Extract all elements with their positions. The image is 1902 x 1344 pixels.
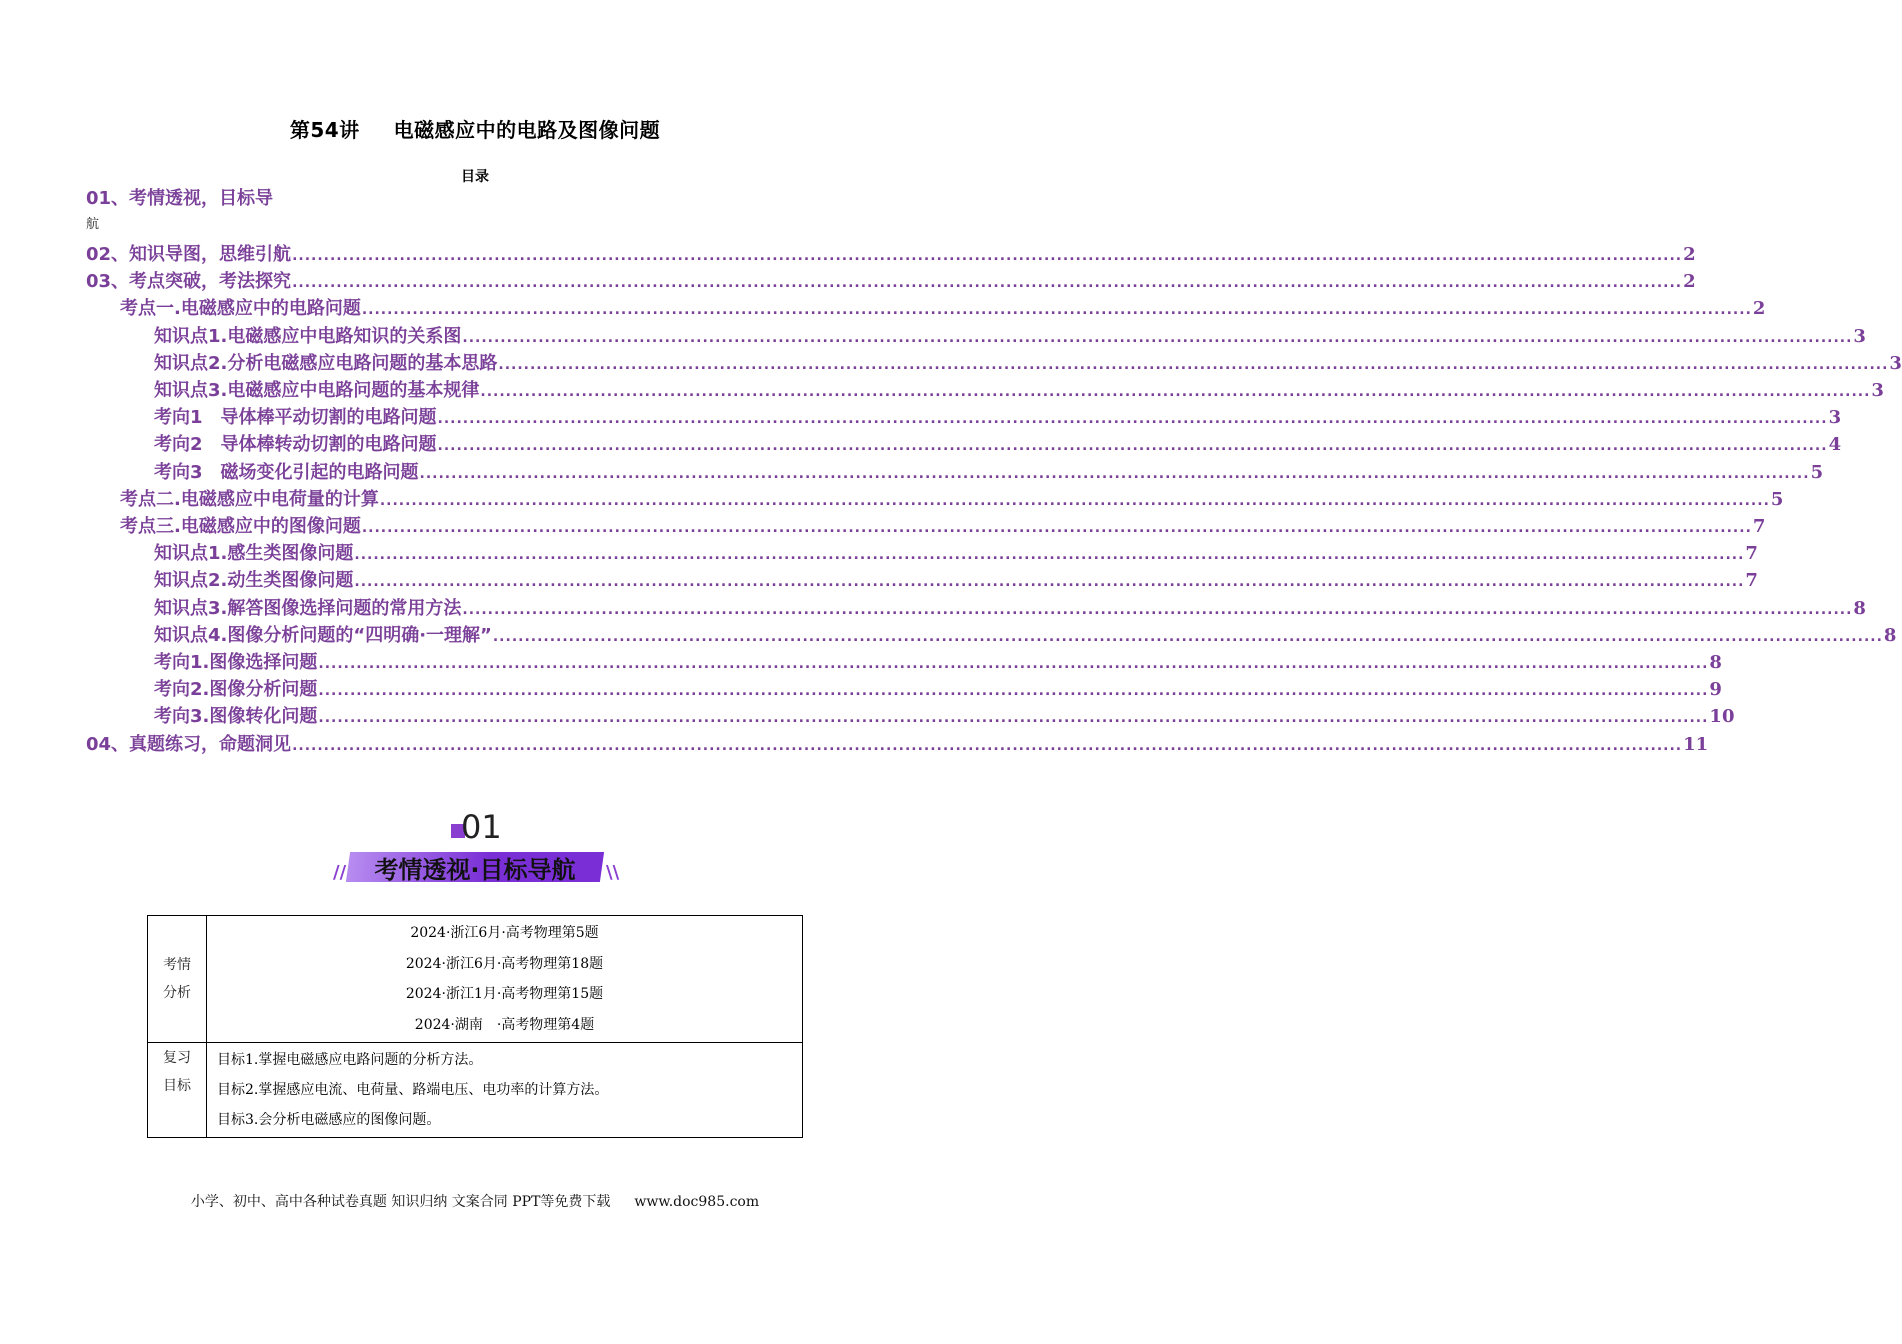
toc-entry[interactable] [154, 650, 1722, 676]
toc-entry-label: 考向1 导体棒平动切割的电路问题 [154, 407, 437, 429]
exam-item: 2024·浙江6月·高考物理第18题 [405, 955, 604, 972]
toc-leader-dots: ............................................................................................................................................................................................................................ [480, 384, 1871, 400]
toc-entry-label: 知识点1.电磁感应中电路知识的关系图 [154, 325, 462, 347]
toc-entry-label: 02、知识导图，思维引航 [86, 244, 292, 265]
toc-page-number: 5 [1810, 461, 1824, 483]
toc-entry[interactable] [154, 460, 1824, 486]
toc-leader-dots: ............................................................................................................................................................................................................................ [419, 465, 1810, 482]
toc-heading: 目录 [461, 169, 489, 185]
toc-page-number: 2 [1752, 298, 1766, 320]
toc-page-number: 4 [1828, 434, 1842, 456]
toc-leader-dots: ............................................................................................................................................................................................................................ [318, 710, 1709, 727]
section-title: 考情透视·目标导航 [374, 856, 576, 884]
toc-entry[interactable] [86, 269, 1696, 295]
toc-page-number: 3 [1889, 352, 1902, 374]
decorative-slash-right: \\ [606, 862, 620, 883]
toc-entry[interactable] [120, 296, 1766, 322]
toc-page-number: 7 [1752, 516, 1766, 537]
section-banner [0, 808, 950, 888]
toc-entry-label: 考点二.电磁感应中电荷量的计算 [120, 488, 379, 510]
table-row [148, 916, 803, 1043]
toc-leader-dots: ............................................................................................................................................................................................................................ [462, 601, 1853, 618]
toc-entry-01[interactable] [86, 186, 273, 212]
toc-entry-label: 知识点3.电磁感应中电路问题的基本规律 [154, 380, 480, 401]
toc-entry[interactable] [154, 704, 1735, 730]
lecture-topic: 电磁感应中的电路及图像问题 [393, 118, 661, 142]
row-header-goals: 复习 目标 [148, 1043, 207, 1138]
goal-item: 目标1.掌握电磁感应电路问题的分析方法。 [217, 1052, 483, 1068]
page-footer [0, 1191, 950, 1211]
toc-leader-dots: ............................................................................................................................................................................................................................ [292, 275, 1683, 292]
toc-entry-label: 考向2.图像分析问题 [154, 679, 318, 701]
toc-entry-label: 考向1.图像选择问题 [154, 652, 318, 673]
toc-entry-label: 考点一.电磁感应中的电路问题 [120, 298, 361, 320]
toc-page-number: 8 [1883, 624, 1897, 646]
goal-list-cell [207, 1043, 803, 1138]
toc-entry-label: 04、真题练习，命题洞见 [86, 733, 292, 755]
toc-entry[interactable] [154, 378, 1884, 404]
toc-leader-dots: ............................................................................................................................................................................................................................ [492, 628, 1883, 645]
toc-leader-dots: ............................................................................................................................................................................................................................ [354, 547, 1745, 564]
table-row [148, 1043, 803, 1138]
toc-entry-label: 考向3 磁场变化引起的电路问题 [154, 461, 419, 483]
toc-entry[interactable] [86, 732, 1709, 758]
toc-page-number: 5 [1770, 488, 1784, 510]
toc-leader-dots: ............................................................................................................................................................................................................................ [379, 492, 1770, 509]
exam-list-cell [207, 916, 803, 1043]
toc-entry-label: 知识点4.图像分析问题的“四明确·一理解” [154, 624, 492, 646]
section-number: 01 [461, 808, 502, 846]
toc-page-number: 7 [1745, 570, 1758, 592]
exam-item: 2024·湖南 ·高考物理第4题 [414, 1016, 595, 1033]
toc-page-number: 11 [1683, 733, 1709, 755]
toc-entry[interactable] [154, 351, 1902, 377]
toc-page-number: 8 [1853, 597, 1866, 619]
exam-item: 2024·浙江6月·高考物理第5题 [410, 925, 599, 941]
toc-leader-dots: ............................................................................................................................................................................................................................ [498, 356, 1889, 373]
toc-leader-dots: ............................................................................................................................................................................................................................ [318, 656, 1709, 672]
toc-entry-label: 知识点3.解答图像选择问题的常用方法 [154, 597, 462, 619]
toc-leader-dots: ............................................................................................................................................................................................................................ [437, 438, 1828, 455]
exam-analysis-table [147, 915, 803, 1138]
lecture-number: 第54讲 [289, 118, 360, 142]
page-title [0, 114, 950, 143]
toc-leader-dots: ............................................................................................................................................................................................................................ [318, 683, 1709, 700]
footer-site-link[interactable]: www.doc985.com [634, 1194, 760, 1210]
toc-entry[interactable] [154, 432, 1842, 458]
row-header-analysis: 考情 分析 [148, 916, 207, 1043]
toc-leader-dots: ............................................................................................................................................................................................................................ [292, 737, 1683, 754]
goal-item: 目标2.掌握感应电流、电荷量、路端电压、电功率的计算方法。 [217, 1082, 609, 1098]
toc-entry[interactable] [154, 623, 1897, 649]
toc-entry[interactable] [86, 242, 1696, 268]
toc-entry-01-wrap: 航 [86, 217, 100, 232]
toc-entry[interactable] [154, 405, 1842, 431]
toc-page-number: 3 [1853, 325, 1866, 347]
toc-leader-dots: ............................................................................................................................................................................................................................ [292, 248, 1683, 264]
toc-entry[interactable] [154, 541, 1758, 567]
toc-entry-label: 01、考情透视，目标导 [86, 188, 274, 209]
toc-page-number: 3 [1828, 407, 1842, 429]
toc-entry-label: 03、考点突破，考法探究 [86, 271, 292, 293]
toc-leader-dots: ............................................................................................................................................................................................................................ [361, 302, 1752, 319]
toc-entry-label: 知识点2.动生类图像问题 [154, 570, 354, 592]
toc-entry[interactable] [120, 487, 1784, 513]
toc-page-number: 2 [1683, 271, 1696, 293]
goal-item: 目标3.会分析电磁感应的图像问题。 [217, 1112, 441, 1128]
toc-entry[interactable] [154, 324, 1866, 350]
toc-leader-dots: ............................................................................................................................................................................................................................ [462, 329, 1853, 346]
toc-entry-label: 考向2 导体棒转动切割的电路问题 [154, 434, 437, 456]
toc-entry-label: 知识点2.分析电磁感应电路问题的基本思路 [154, 352, 498, 374]
toc-page-number: 3 [1871, 380, 1884, 401]
toc-leader-dots: ............................................................................................................................................................................................................................ [354, 574, 1745, 591]
toc-page-number: 7 [1745, 543, 1758, 565]
toc-entry[interactable] [154, 677, 1722, 703]
toc-entry[interactable] [154, 568, 1758, 594]
toc-page-number: 9 [1709, 679, 1722, 701]
toc-leader-dots: ............................................................................................................................................................................................................................ [361, 520, 1752, 536]
toc-page-number: 2 [1683, 244, 1696, 265]
toc-page-number: 10 [1709, 706, 1735, 728]
footer-text: 小学、初中、高中各种试卷真题 知识归纳 文案合同 PPT等免费下载 [190, 1194, 611, 1210]
toc-entry-label: 考向3.图像转化问题 [154, 706, 318, 728]
decorative-slash-left: // [333, 862, 347, 883]
toc-page-number: 8 [1709, 652, 1722, 673]
toc-leader-dots: ............................................................................................................................................................................................................................ [437, 411, 1828, 428]
toc-entry-label: 考点三.电磁感应中的图像问题 [120, 516, 361, 537]
toc-entry-label: 知识点1.感生类图像问题 [154, 543, 354, 565]
exam-item: 2024·浙江1月·高考物理第15题 [405, 986, 604, 1002]
toc-entry[interactable] [120, 514, 1766, 540]
toc-entry[interactable] [154, 596, 1866, 622]
